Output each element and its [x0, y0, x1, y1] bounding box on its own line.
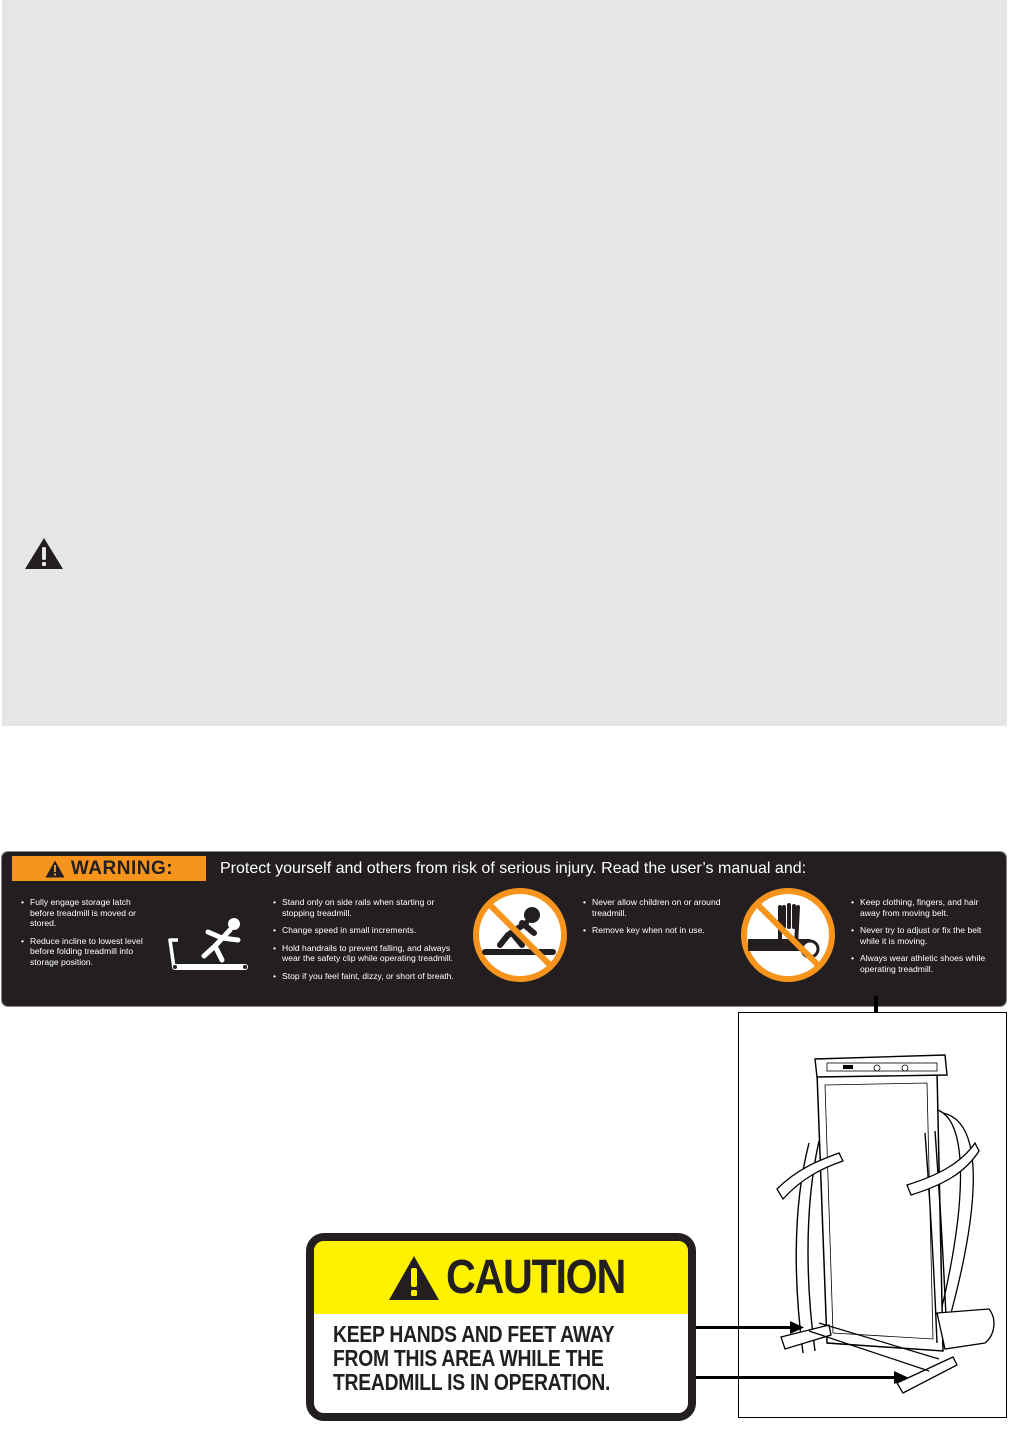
warning-item: • Remove key when not in use. [582, 925, 722, 936]
gray-info-panel [2, 0, 1007, 726]
caution-line: FROM THIS AREA WHILE THE [333, 1345, 604, 1371]
alert-triangle-icon [24, 537, 64, 570]
warning-tag [12, 856, 206, 881]
warning-tag-text: WARNING: [70, 857, 174, 879]
warning-item: • Always wear athletic shoes while operating treadmill. [850, 953, 1000, 974]
treadmill-folded-illustration [739, 1013, 1005, 1416]
warning-label [2, 852, 1006, 1006]
caution-body [314, 1314, 688, 1394]
warning-triangle-icon [45, 860, 65, 878]
warning-item: • Reduce incline to lowest level before folding treadmill into storage position. [20, 936, 150, 968]
arrow-right-icon [790, 1321, 804, 1334]
warning-column-3 [582, 897, 722, 943]
falling-person-icon [160, 910, 252, 972]
warning-item: • Hold handrails to prevent falling, and always wear the safety clip while operating treadmill. [272, 943, 467, 964]
warning-item: • Keep clothing, fingers, and hair away from moving belt. [850, 897, 1000, 918]
caution-arrow-line-upper [696, 1326, 792, 1329]
caution-title: CAUTION [445, 1251, 625, 1304]
caution-label [306, 1233, 696, 1421]
caution-line: TREADMILL IS IN OPERATION. [333, 1369, 611, 1395]
warning-column-2 [272, 897, 467, 988]
warning-header [12, 856, 1002, 881]
warning-item: • Stand only on side rails when starting or stopping treadmill. [272, 897, 467, 918]
warning-column-1 [20, 897, 150, 974]
caution-header [314, 1241, 688, 1314]
no-hands-near-belt-icon [740, 887, 836, 983]
arrow-right-icon [894, 1371, 908, 1384]
caution-line: KEEP HANDS AND FEET AWAY [333, 1321, 615, 1347]
caution-arrow-line-lower [696, 1376, 896, 1379]
caution-triangle-icon [388, 1255, 440, 1301]
no-children-icon [472, 887, 568, 983]
warning-item: • Never allow children on or around treadmill. [582, 897, 722, 918]
treadmill-illustration-frame [738, 1012, 1007, 1418]
warning-column-4 [850, 897, 1000, 981]
warning-item: • Never try to adjust or fix the belt while it is moving. [850, 925, 1000, 946]
warning-item: • Fully engage storage latch before treadmill is moved or stored. [20, 897, 150, 929]
warning-headline: Protect yourself and others from risk of serious injury. Read the user’s manual and: [220, 859, 807, 877]
warning-item: • Stop if you feel faint, dizzy, or short of breath. [272, 971, 467, 982]
warning-item: • Change speed in small increments. [272, 925, 467, 936]
